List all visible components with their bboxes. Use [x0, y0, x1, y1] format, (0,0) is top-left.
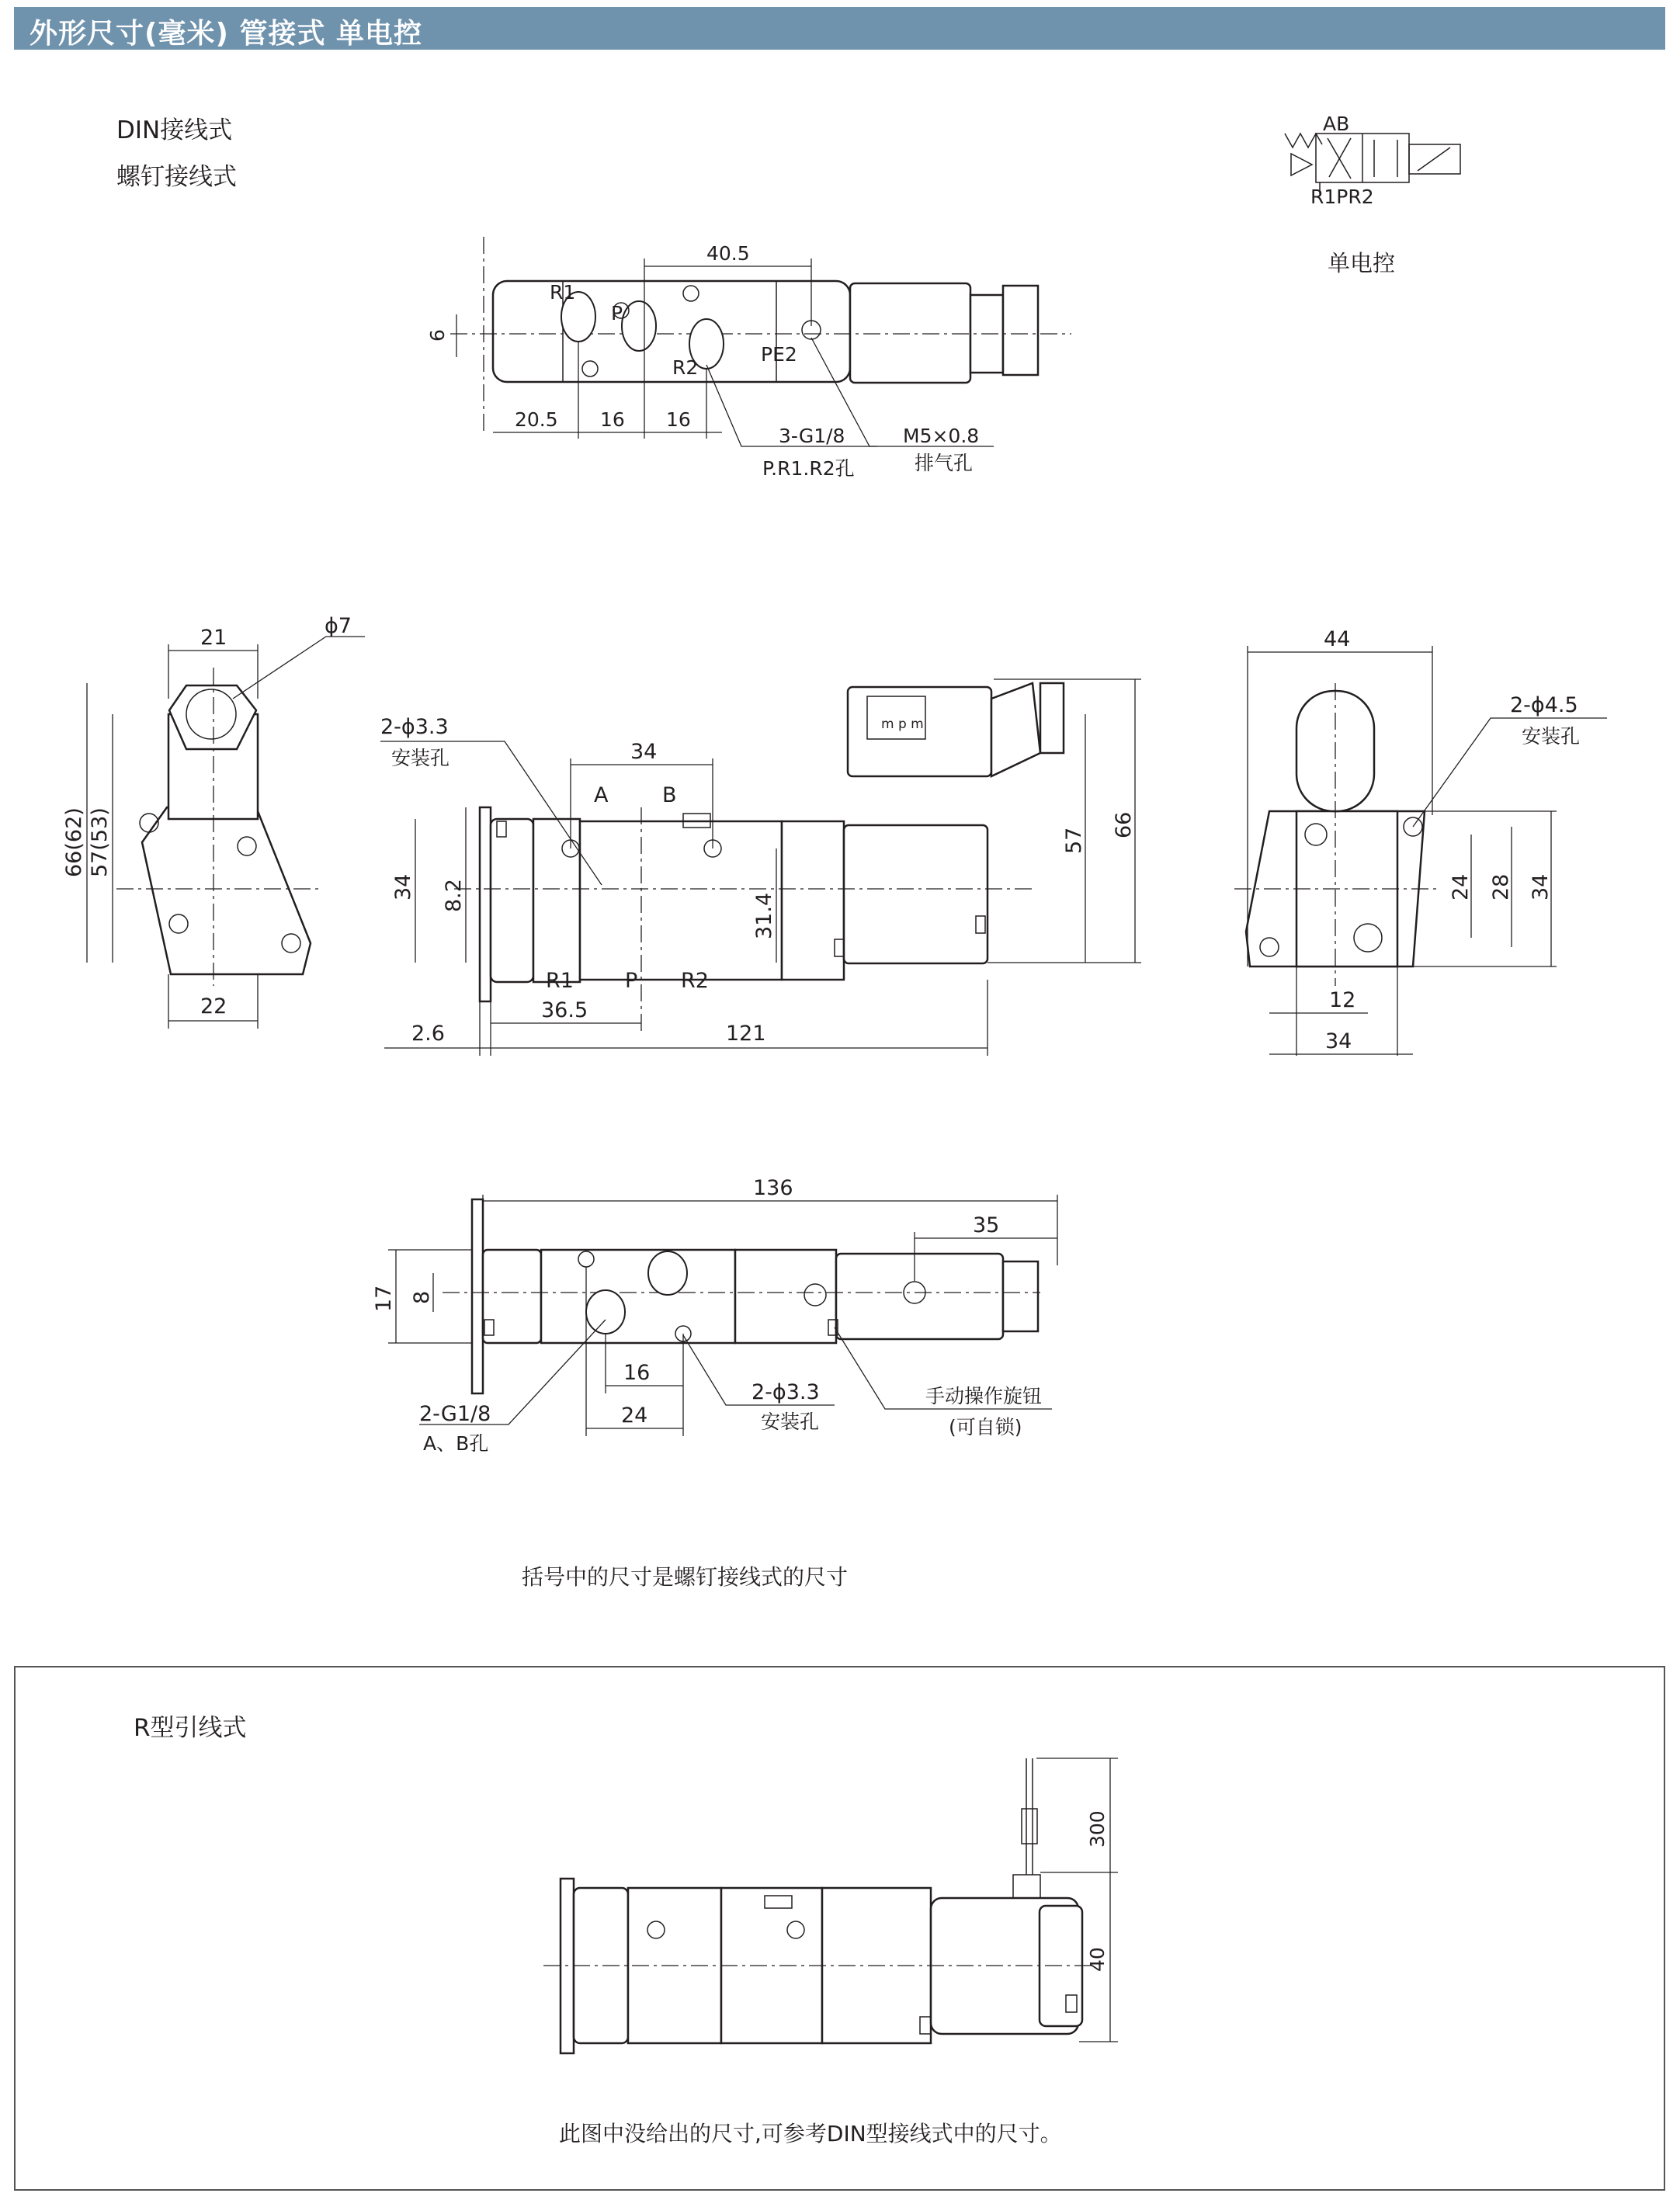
fv-port-r2: R2	[681, 969, 709, 993]
r-dim-300: 300	[1086, 1810, 1109, 1848]
bottom-view	[372, 1176, 1057, 1455]
symbol-top-ports: AB	[1323, 113, 1350, 135]
tv-dim-20-5: 20.5	[515, 408, 558, 431]
din-type-label: DIN接线式	[116, 116, 233, 144]
port-a	[586, 1290, 625, 1334]
evl-dim-66-62: 66(62)	[62, 807, 86, 877]
evl-dim-22: 22	[200, 994, 227, 1018]
bv-dim-24: 24	[621, 1404, 648, 1428]
bv-callout-port-sub: A、B孔	[423, 1432, 489, 1455]
tv-dim-16b: 16	[666, 408, 691, 431]
fv-dim-34-left: 34	[391, 873, 415, 900]
end-view-right	[1234, 627, 1607, 1056]
evr-dim-44: 44	[1324, 627, 1351, 651]
top-view	[426, 237, 1071, 480]
tv-dim-6: 6	[426, 329, 449, 342]
tv-callout-port-sub: P.R1.R2孔	[762, 457, 855, 480]
r-type-note: 此图中没给出的尺寸,可参考DIN型接线式中的尺寸。	[559, 2121, 1062, 2146]
fv-dim-121: 121	[726, 1022, 766, 1046]
fv-dim-8-2: 8.2	[442, 879, 466, 912]
evr-callout-mount-sub: 安装孔	[1522, 725, 1581, 748]
fv-port-a: A	[594, 783, 609, 807]
evr-dim-34: 34	[1529, 873, 1553, 900]
evl-dim-phi7: ϕ7	[325, 614, 352, 638]
bv-dim-17: 17	[372, 1285, 396, 1312]
tv-port-p: P	[611, 302, 623, 324]
evl-dim-21: 21	[200, 626, 227, 650]
fv-port-r1: R1	[546, 969, 574, 993]
bv-callout-port: 2-G1/8	[419, 1402, 491, 1426]
section-title: 外形尺寸(毫米) 管接式 单电控	[30, 18, 422, 50]
port-b	[648, 1251, 687, 1295]
tv-callout-port: 3-G1/8	[779, 425, 845, 447]
r-type-label: R型引线式	[134, 1714, 247, 1742]
tv-callout-exhaust: M5×0.8	[903, 425, 980, 447]
fv-dim-57: 57	[1062, 827, 1086, 854]
front-view	[380, 679, 1141, 1056]
bracket-note: 括号中的尺寸是螺钉接线式的尺寸	[522, 1564, 849, 1590]
r-dim-40: 40	[1086, 1947, 1109, 1972]
bv-dim-16: 16	[623, 1361, 651, 1385]
end-view-left	[62, 614, 365, 1029]
evr-callout-mount: 2-ϕ4.5	[1510, 693, 1578, 717]
pilot-triangle-icon	[1291, 154, 1312, 175]
evr-dim-28: 28	[1489, 873, 1513, 900]
fv-dim-66: 66	[1112, 811, 1136, 838]
tv-dim-16a: 16	[600, 408, 625, 431]
bv-dim-8: 8	[410, 1290, 434, 1304]
bv-callout-manual: 手动操作旋钮	[925, 1385, 1043, 1407]
bv-callout-mount: 2-ϕ3.3	[751, 1380, 820, 1404]
bv-dim-35: 35	[973, 1213, 1000, 1237]
symbol-bottom-ports: R1PR2	[1310, 186, 1374, 208]
fv-callout-mount-sub: 安装孔	[391, 747, 450, 769]
evr-dim-34-bottom: 34	[1325, 1029, 1352, 1053]
tv-port-r2: R2	[672, 356, 699, 379]
evr-dim-24: 24	[1449, 873, 1473, 900]
bv-dim-136: 136	[753, 1176, 793, 1200]
connector-label: m p m	[881, 717, 924, 732]
single-control-label: 单电控	[1328, 250, 1396, 276]
fv-dim-31-4: 31.4	[752, 892, 776, 939]
tv-port-pe2: PE2	[761, 343, 797, 366]
evl-dim-57-53: 57(53)	[88, 807, 112, 877]
port-p	[622, 301, 656, 351]
fv-port-b: B	[662, 783, 677, 807]
r-type-view	[543, 1758, 1118, 2053]
fv-dim-34-top: 34	[630, 740, 658, 764]
tv-dim-40-5: 40.5	[706, 242, 750, 265]
bv-callout-mount-sub: 安装孔	[761, 1411, 820, 1433]
evr-dim-12: 12	[1329, 988, 1356, 1012]
fv-port-p: P	[625, 969, 638, 993]
spring-icon	[1285, 134, 1322, 147]
screw-type-label: 螺钉接线式	[116, 163, 237, 191]
bv-callout-manual-sub: (可自锁)	[949, 1416, 1022, 1438]
tv-callout-exhaust-sub: 排气孔	[915, 452, 974, 474]
tv-port-r1: R1	[550, 281, 576, 304]
fv-callout-mount: 2-ϕ3.3	[380, 715, 449, 739]
fv-dim-36-5: 36.5	[541, 998, 588, 1022]
fv-dim-2-6: 2.6	[411, 1022, 445, 1046]
valve-symbol	[1285, 113, 1460, 208]
